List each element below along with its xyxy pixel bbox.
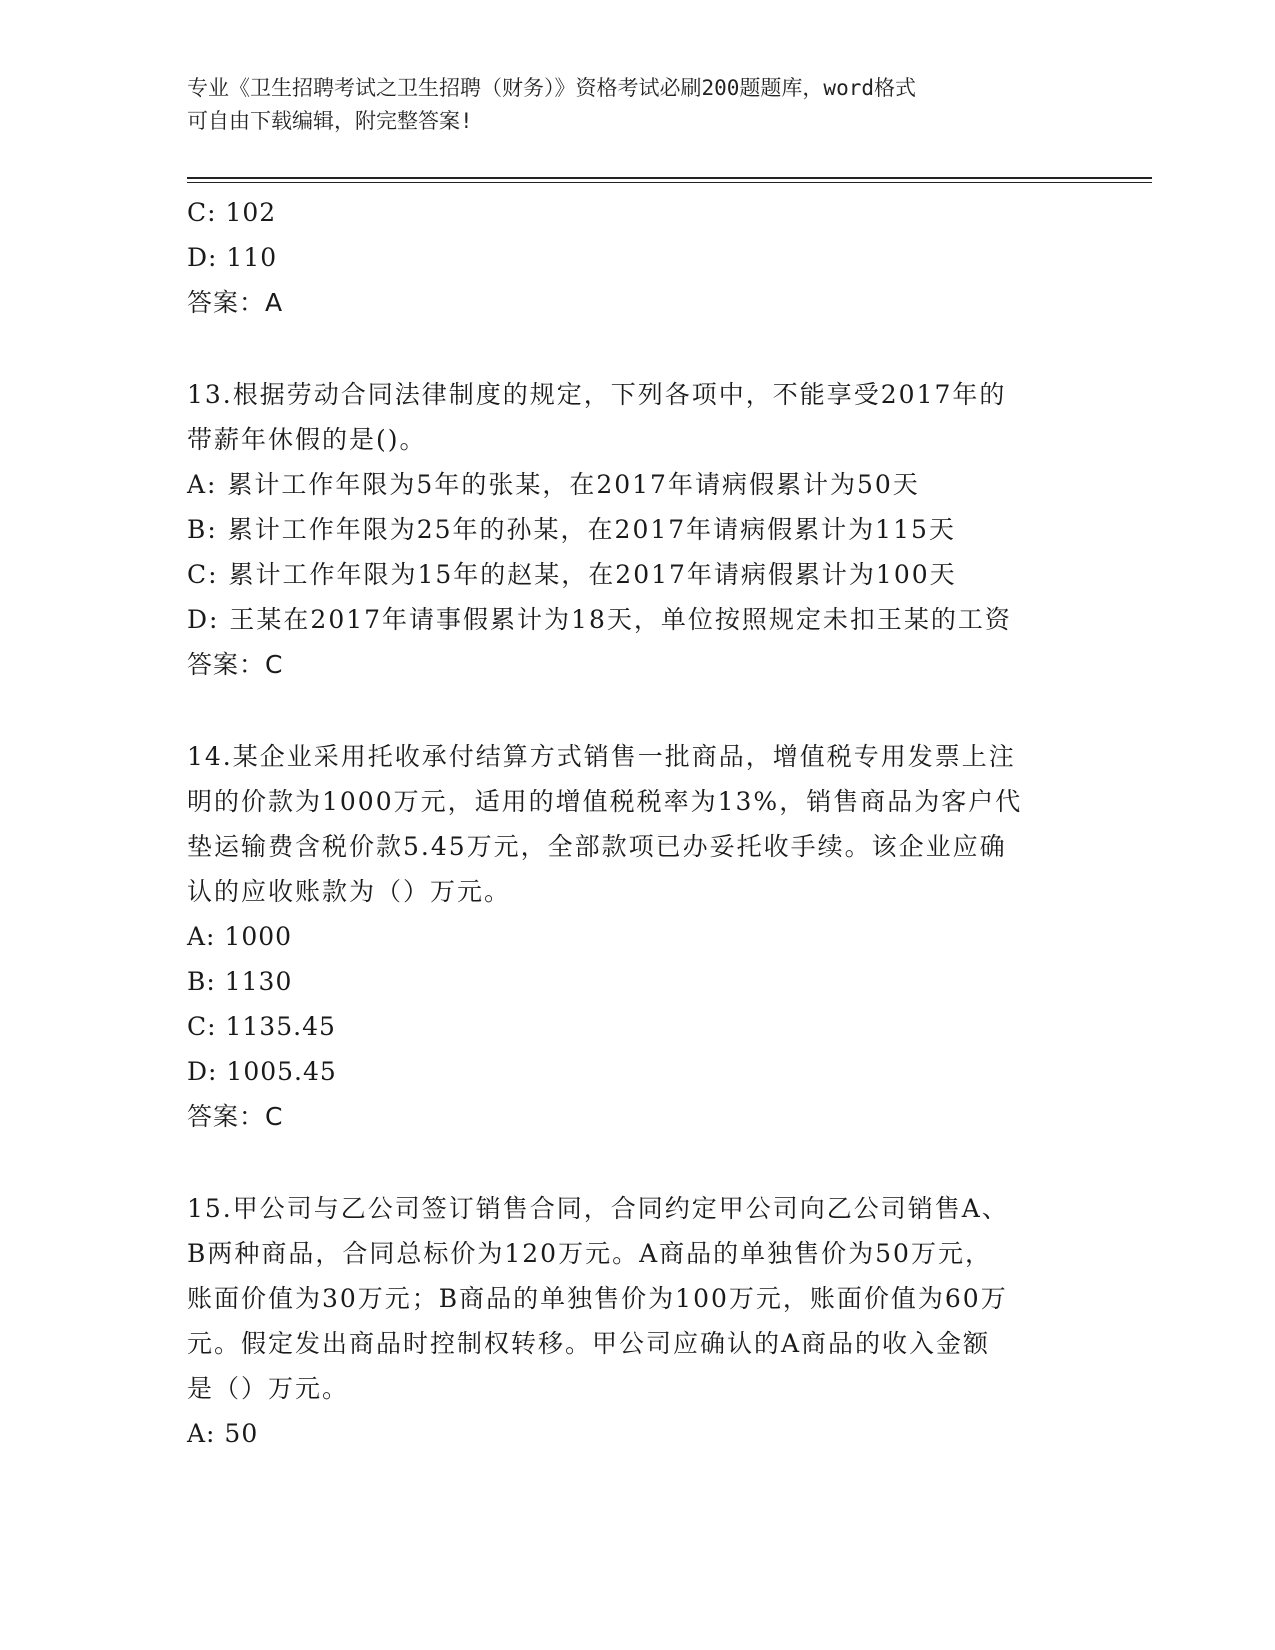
option-b: B: 累计工作年限为25年的孙某，在2017年请病假累计为115天 [187,515,956,544]
header-rule-thick [187,177,1152,179]
option-c: C: 102 [187,198,277,227]
question-content [187,190,1087,1456]
option-c: C: 累计工作年限为15年的赵某，在2017年请病假累计为100天 [187,560,957,589]
question-text: B两种商品，合同总标价为120万元。A商品的单独售价为50万元， [187,1239,992,1268]
question-text: 明的价款为1000万元，适用的增值税税率为13%，销售商品为客户代 [187,787,1023,816]
header-rule-thin [187,182,1152,183]
option-a: A: 1000 [187,922,293,951]
question-text: 认的应收账款为（）万元。 [187,877,512,906]
spacer [187,687,1087,734]
option-c: C: 1135.45 [187,1012,336,1041]
header-line-1: 专业《卫生招聘考试之卫生招聘（财务）》资格考试必刷200题题库，word格式 [187,76,916,100]
answer-line: 答案：C [187,650,284,679]
spacer [187,325,1087,372]
page-header [187,72,1067,138]
option-a: A: 50 [187,1419,259,1448]
spacer [187,1139,1087,1186]
question-text: 带薪年休假的是()。 [187,425,427,454]
answer-line: 答案：C [187,1102,284,1131]
question-text: 元。假定发出商品时控制权转移。甲公司应确认的A商品的收入金额 [187,1329,991,1358]
question-text: 15.甲公司与乙公司签订销售合同，合同约定甲公司向乙公司销售A、 [187,1194,1009,1223]
option-b: B: 1130 [187,967,293,996]
option-a: A: 累计工作年限为5年的张某，在2017年请病假累计为50天 [187,470,920,499]
header-line-2: 可自由下载编辑，附完整答案! [187,109,473,133]
option-d: D: 1005.45 [187,1057,337,1086]
question-text: 账面价值为30万元；B商品的单独售价为100万元，账面价值为60万 [187,1284,1008,1313]
question-text: 垫运输费含税价款5.45万元，全部款项已办妥托收手续。该企业应确 [187,832,1007,861]
question-text: 是（）万元。 [187,1374,350,1403]
question-text: 13.根据劳动合同法律制度的规定，下列各项中，不能享受2017年的 [187,380,1007,409]
option-d: D: 王某在2017年请事假累计为18天，单位按照规定未扣王某的工资 [187,605,1012,634]
question-14 [187,734,1087,1139]
question-text: 14.某企业采用托收承付结算方式销售一批商品，增值税专用发票上注 [187,742,1016,771]
prev-question-tail [187,190,1087,325]
question-13 [187,372,1087,687]
option-d: D: 110 [187,243,278,272]
answer-line: 答案：A [187,288,284,317]
question-15 [187,1186,1087,1456]
